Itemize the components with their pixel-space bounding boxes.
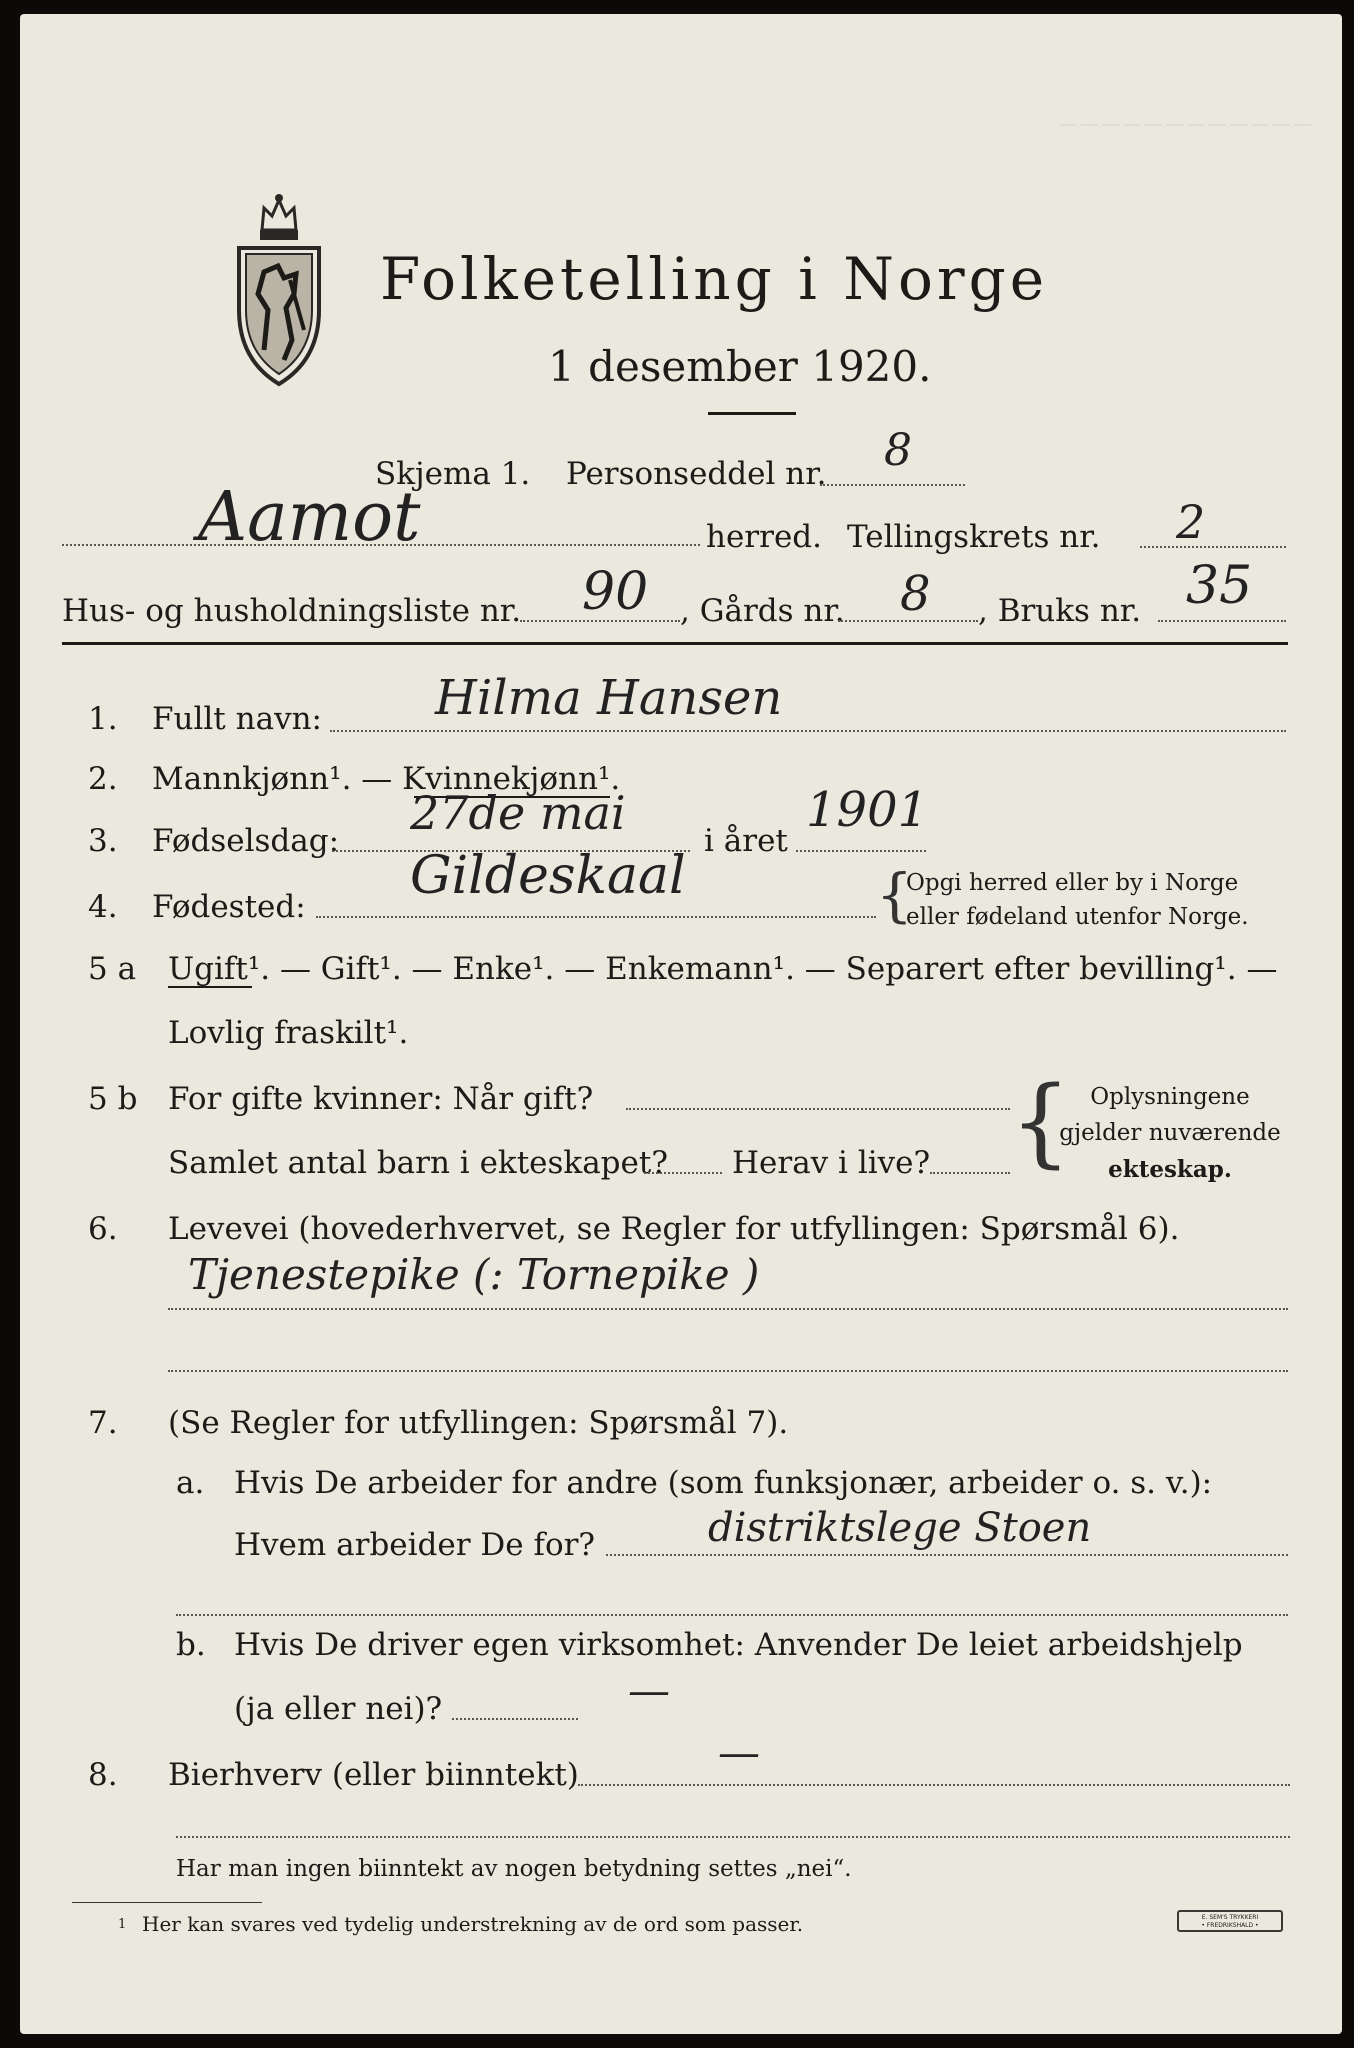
q6-line2 [168,1370,1288,1372]
q5b-number: 5 b [88,1081,138,1117]
q4-note-line2: eller fødeland utenfor Norge. [906,904,1249,930]
bruks-value: 35 [1186,556,1253,616]
q1-full-name-value: Hilma Hansen [435,670,783,726]
q3-year-label: i året [704,823,788,859]
q8-line2 [176,1836,1290,1838]
q6-number: 6. [88,1211,118,1247]
footnote-text: Her kan svares ved tydelig understrekning av de ord som passer. [142,1912,804,1936]
q4-line [316,916,876,918]
q7a-line-extra [176,1614,1288,1616]
personseddel-label: Personseddel nr. [566,456,827,492]
q5b-line1: For gifte kvinner: Når gift? [168,1081,594,1117]
q5a-ugift-underline [168,986,252,988]
q8-line1 [578,1784,1290,1786]
q4-note-line1: Opgi herred eller by i Norge [906,870,1239,896]
q7a-employer-line [606,1554,1288,1556]
printer-stamp-line2: • FREDRIKSHALD • [1201,1922,1259,1929]
q5b-children-label: Samlet antal barn i ekteskapet? [168,1145,668,1181]
bruks-line [1158,620,1286,622]
tellingskrets-value: 2 [1176,495,1206,549]
personseddel-line [820,484,965,486]
q5a-marital-options-cont: Lovlig fraskilt¹. [168,1015,409,1051]
schema-label: Skjema 1. [375,456,531,492]
q2-number: 2. [88,761,118,797]
q6-label: Levevei (hovederhvervet, se Regler for utfyllingen: Spørsmål 6). [168,1211,1180,1247]
q7a-employer-value: distriktslege Stoen [708,1505,1092,1551]
gards-label: , Gårds nr. [680,593,845,629]
q5b-alive-label: Herav i live? [732,1145,931,1181]
q3-number: 3. [88,823,118,859]
footnote-mark: 1 [118,1917,127,1932]
q7-label: (Se Regler for utfyllingen: Spørsmål 7). [168,1405,789,1441]
q5a-marital-options: Ugift¹. — Gift¹. — Enke¹. — Enkemann¹. — Separert efter bevilling¹. — [168,951,1278,987]
q7b-line1: Hvis De driver egen virksomhet: Anvender De leiet arbeidshjelp [234,1627,1243,1663]
header-divider [62,642,1288,645]
q7a-line2: Hvem arbeider De for? [234,1527,596,1563]
q5b-alive-line [930,1172,1010,1174]
printer-stamp [1177,1910,1283,1932]
q4-label: Fødested: [152,889,306,925]
bruks-label: , Bruks nr. [978,593,1142,629]
q4-note-brace: { [876,861,913,929]
personseddel-value: 8 [884,425,912,476]
printer-stamp-line1: E. SEM'S TRYKKERI [1201,1914,1259,1921]
q7b-line [452,1718,578,1720]
q7b-line2: (ja eller nei)? [234,1691,443,1727]
q2-sex-options: Mannkjønn¹. — Kvinnekjønn¹. [152,761,621,797]
q5b-note-line2: gjelder nuværende [1059,1120,1281,1146]
herred-label: herred. [706,519,822,555]
q7b-letter: b. [176,1627,206,1663]
q6-line1 [168,1308,1288,1310]
census-form-page [20,14,1342,2034]
title-divider [708,412,796,415]
footnote-divider [72,1902,262,1903]
herred-value: Aamot [198,478,421,557]
q3-year-line [796,850,926,852]
q5b-note-line3: ekteskap. [1108,1156,1232,1183]
hus-label: Hus- og husholdningsliste nr. [62,593,522,629]
footer-note: Har man ingen biinntekt av nogen betydning settes „nei“. [176,1856,852,1882]
q3-year-value: 1901 [806,782,929,838]
q7b-value: — [628,1666,670,1715]
tellingskrets-label: Tellingskrets nr. [847,519,1101,555]
bleed-through-text: — — — — — — — — — — — — [1060,114,1311,133]
q7a-letter: a. [176,1465,205,1501]
q1-number: 1. [88,701,118,737]
census-date: 1 desember 1920. [548,342,932,391]
gards-value: 8 [900,566,931,622]
q3-birthday-value: 27de mai [410,786,626,840]
q8-value: — [718,1728,760,1777]
norwegian-coat-of-arms-icon [234,190,324,388]
q5a-number: 5 a [88,951,137,987]
q4-birthplace-value: Gildeskaal [410,846,686,906]
q5b-children-line [644,1172,722,1174]
form-title: Folketelling i Norge [380,245,1049,313]
q4-number: 4. [88,889,118,925]
q1-line [330,730,1286,732]
tellingskrets-line [1140,546,1286,548]
q3-label: Fødselsdag: [152,823,340,859]
q1-label: Fullt navn: [152,701,322,737]
hus-value: 90 [582,562,649,622]
q8-number: 8. [88,1757,118,1793]
q5b-married-line [626,1108,1010,1110]
q7-number: 7. [88,1405,118,1441]
q5b-note-line1: Oplysningene [1090,1084,1250,1110]
q7a-line1: Hvis De arbeider for andre (som funksjonær, arbeider o. s. v.): [234,1465,1213,1501]
q8-label: Bierhverv (eller biinntekt) [168,1757,579,1793]
q6-occupation-value: Tjenestepike (: Tornepike ) [188,1250,760,1299]
q5b-note-brace: { [1010,1066,1072,1178]
